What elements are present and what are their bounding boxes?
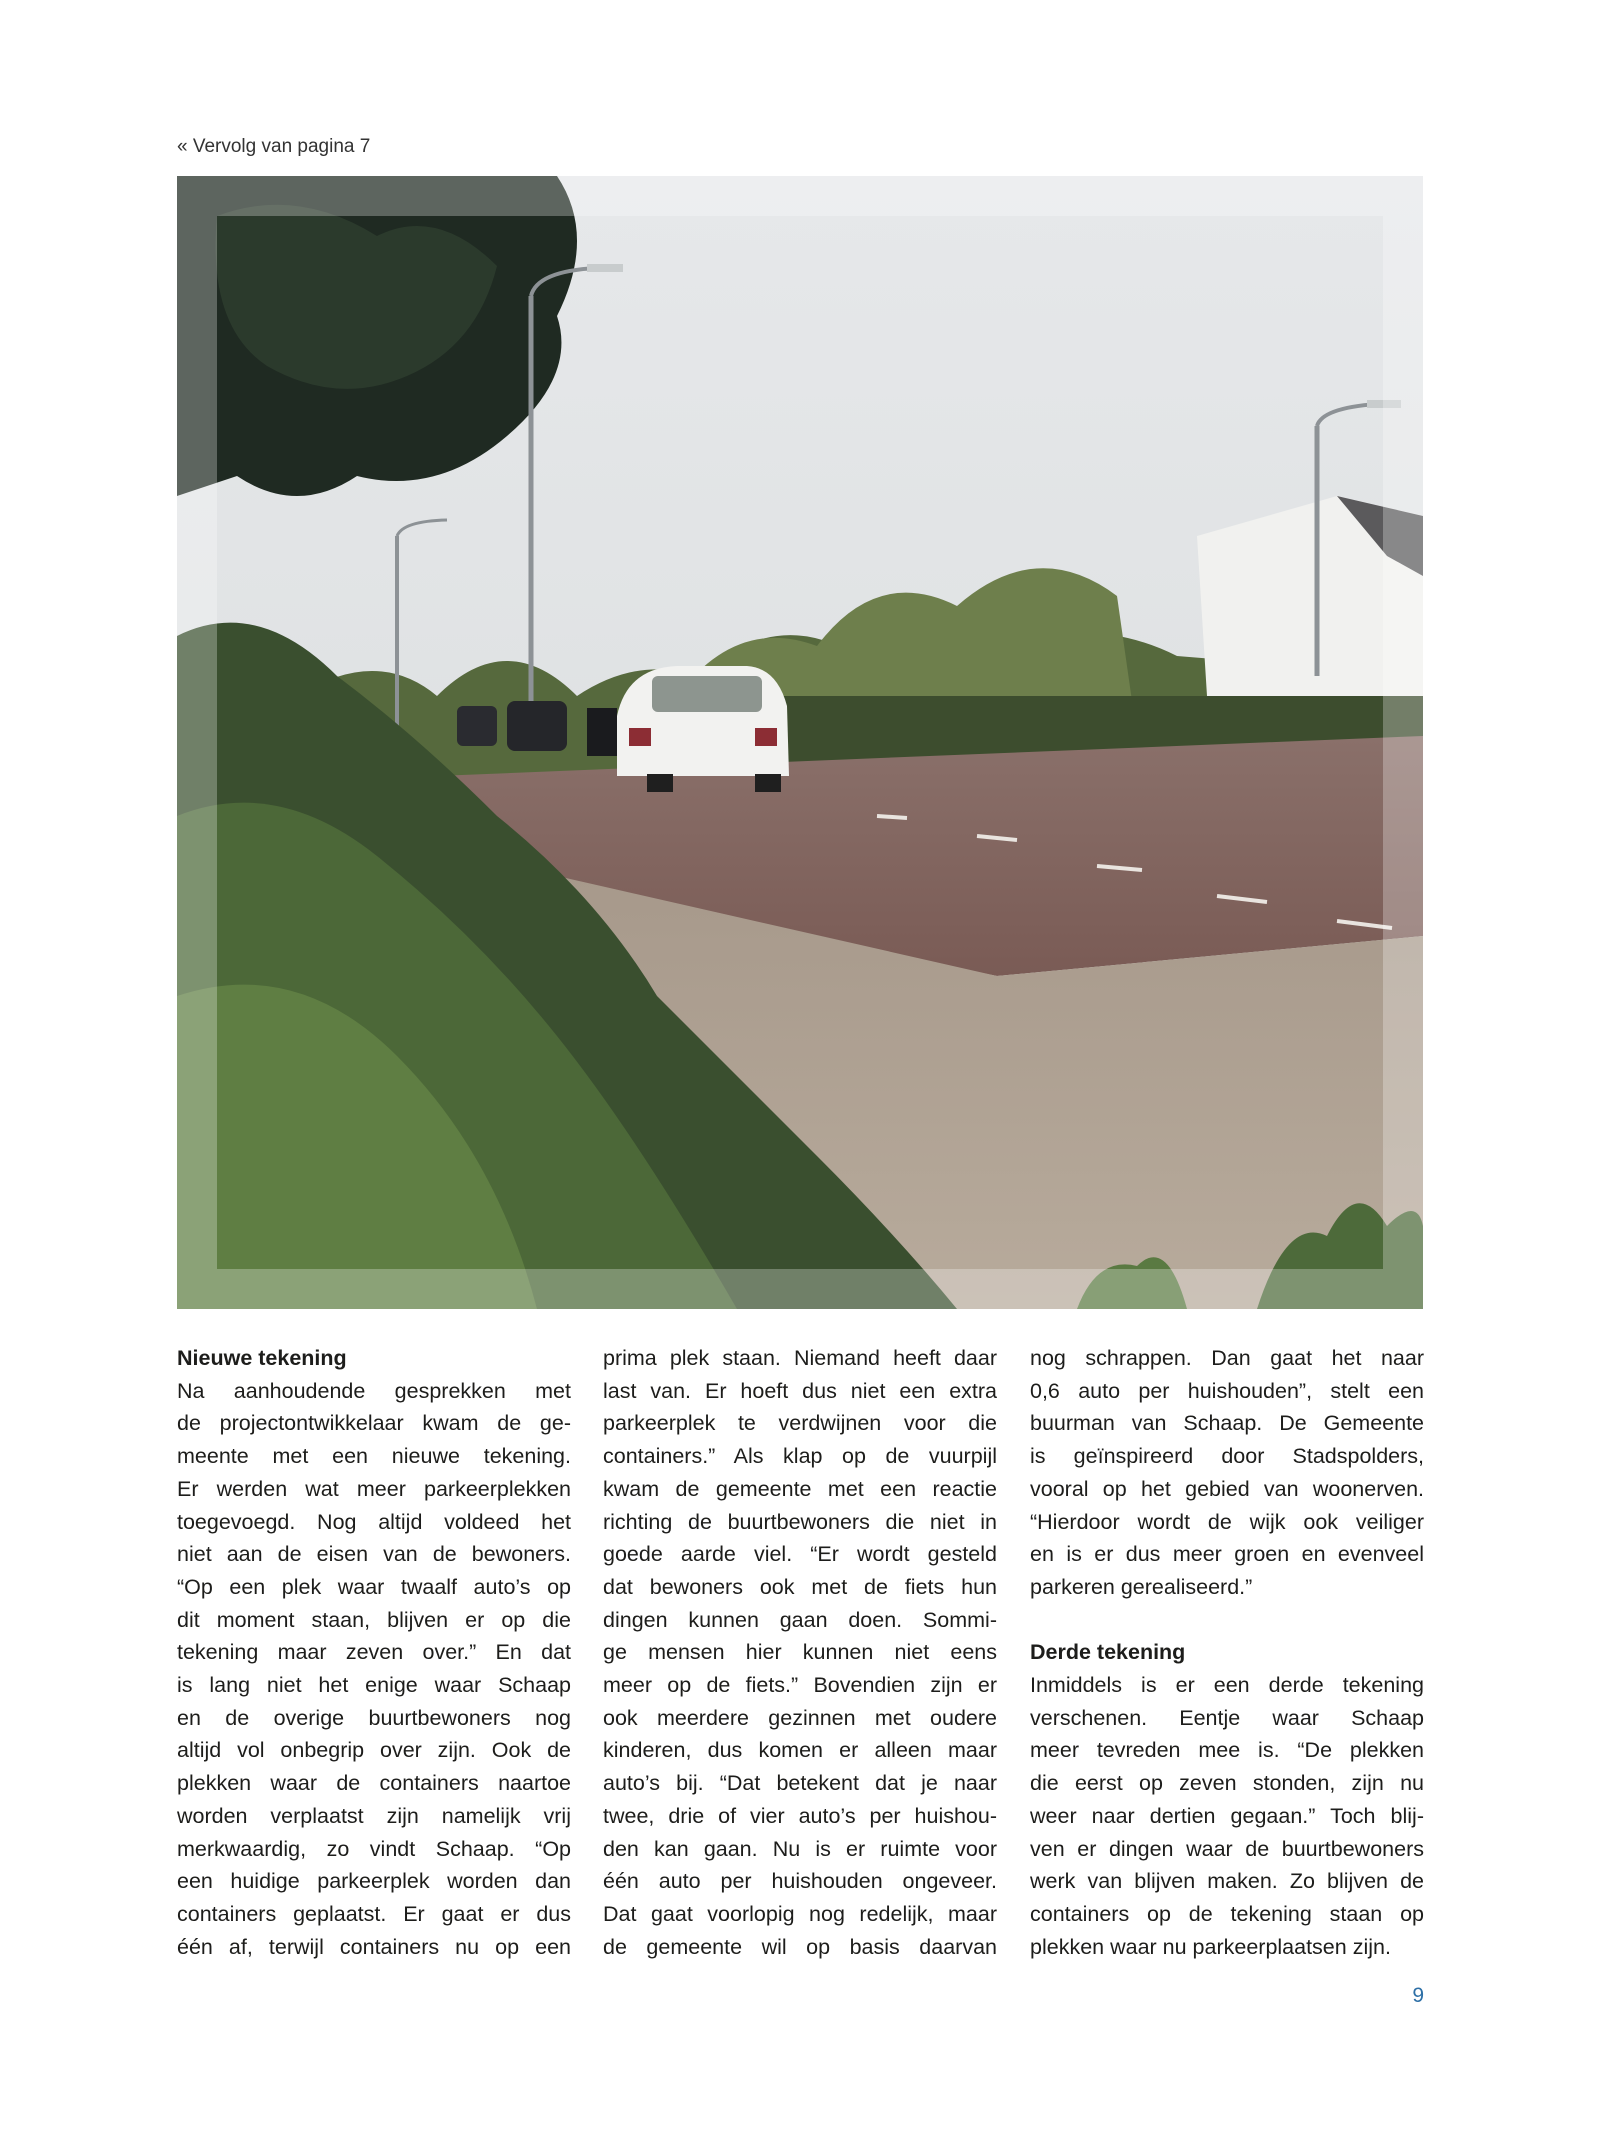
text-line: goede aarde viel. “Er wordt gesteld bbox=[603, 1542, 997, 1567]
text-line: kinderen, dus komen er alleen maar bbox=[603, 1738, 997, 1763]
paragraph bbox=[1030, 1669, 1424, 1963]
text-line: werk van blijven maken. Zo blijven de bbox=[1030, 1869, 1424, 1894]
text-line: vooral op het gebied van woonerven. bbox=[1030, 1476, 1424, 1501]
text-line: is lang niet het enige waar Schaap bbox=[177, 1673, 571, 1698]
paragraph bbox=[1030, 1342, 1424, 1604]
text-line: Na aanhoudende gesprekken met bbox=[177, 1378, 571, 1403]
text-line: dat bewoners ook met de fiets hun bbox=[603, 1574, 997, 1599]
text-line: containers.” Als klap op de vuurpijl bbox=[603, 1444, 997, 1469]
text-line: 0,6 auto per huishouden”, stelt een bbox=[1030, 1378, 1424, 1403]
text-line: merkwaardig, zo vindt Schaap. “Op bbox=[177, 1836, 571, 1861]
text-line: nog schrappen. Dan gaat het naar bbox=[1030, 1346, 1424, 1370]
text-line: en de overige buurtbewoners nog bbox=[177, 1705, 571, 1730]
text-line: worden verplaatst zijn namelijk vrij bbox=[177, 1803, 571, 1828]
text-line: containers op de tekening staan op bbox=[1030, 1901, 1424, 1926]
text-line: weer naar dertien gegaan.” Toch blij- bbox=[1030, 1803, 1424, 1828]
text-line: altijd vol onbegrip over zijn. Ook de bbox=[177, 1738, 571, 1763]
section-heading-nieuwe-tekening: Nieuwe tekening bbox=[177, 1346, 347, 1370]
paragraph-gap bbox=[1030, 1604, 1424, 1637]
page-number: 9 bbox=[1412, 1984, 1424, 2007]
street-photo bbox=[177, 176, 1423, 1309]
text-line: richting de buurtbewoners die niet in bbox=[603, 1509, 997, 1534]
text-line: last van. Er hoeft dus niet een extra bbox=[603, 1378, 997, 1403]
text-line: Dat gaat voorlopig nog redelijk, maar bbox=[603, 1901, 997, 1926]
text-line: niet aan de eisen van de bewoners. bbox=[177, 1542, 571, 1567]
article-column-1 bbox=[177, 1342, 571, 1963]
text-line: parkeerplek te verdwijnen voor die bbox=[603, 1411, 997, 1436]
text-line: containers geplaatst. Er gaat er dus bbox=[177, 1901, 571, 1926]
text-line: ven er dingen waar de buurtbewoners bbox=[1030, 1836, 1424, 1861]
article-column-3 bbox=[1030, 1342, 1424, 1963]
text-line: Inmiddels is er een derde tekening bbox=[1030, 1673, 1424, 1698]
text-line: prima plek staan. Niemand heeft daar bbox=[603, 1346, 997, 1370]
street-photo-illustration bbox=[177, 176, 1423, 1309]
text-line: dingen kunnen gaan doen. Sommi- bbox=[603, 1607, 997, 1632]
text-line: auto’s bij. “Dat betekent dat je naar bbox=[603, 1771, 997, 1796]
paragraph bbox=[603, 1342, 997, 1963]
text-line: is geïnspireerd door Stadspolders, bbox=[1030, 1444, 1424, 1469]
text-line: die eerst op zeven stonden, zijn nu bbox=[1030, 1771, 1424, 1796]
text-line: Er werden wat meer parkeerplekken bbox=[177, 1476, 571, 1501]
paragraph bbox=[177, 1375, 571, 1964]
text-line: den kan gaan. Nu is er ruimte voor bbox=[603, 1836, 997, 1861]
text-line: meente met een nieuwe tekening. bbox=[177, 1444, 571, 1469]
text-line: een huidige parkeerplek worden dan bbox=[177, 1869, 571, 1894]
text-line: meer tevreden mee is. “De plekken bbox=[1030, 1738, 1424, 1763]
text-line: verschenen. Eentje waar Schaap bbox=[1030, 1705, 1424, 1730]
text-line: plekken waar nu parkeerplaatsen zijn. bbox=[1030, 1934, 1391, 1959]
text-line: buurman van Schaap. De Gemeente bbox=[1030, 1411, 1424, 1436]
text-line: de gemeente wil op basis daarvan bbox=[603, 1934, 997, 1959]
text-line: plekken waar de containers naartoe bbox=[177, 1771, 571, 1796]
text-line: één af, terwijl containers nu op een bbox=[177, 1934, 571, 1959]
text-line: meer op de fiets.” Bovendien zijn er bbox=[603, 1673, 997, 1698]
text-line: toegevoegd. Nog altijd voldeed het bbox=[177, 1509, 571, 1534]
article-column-2 bbox=[603, 1342, 997, 1963]
text-line: ook meerdere gezinnen met oudere bbox=[603, 1705, 997, 1730]
text-line: “Op een plek waar twaalf auto’s op bbox=[177, 1574, 571, 1599]
text-line: één auto per huishouden ongeveer. bbox=[603, 1869, 997, 1894]
continued-from-note: « Vervolg van pagina 7 bbox=[177, 136, 371, 157]
text-line: “Hierdoor wordt de wijk ook veiliger bbox=[1030, 1509, 1424, 1534]
text-line: ge mensen hier kunnen niet eens bbox=[603, 1640, 997, 1665]
text-line: kwam de gemeente met een reactie bbox=[603, 1476, 997, 1501]
text-line: en is er dus meer groen en evenveel bbox=[1030, 1542, 1424, 1567]
text-line: dit moment staan, blijven er op die bbox=[177, 1607, 571, 1632]
text-line: tekening maar zeven over.” En dat bbox=[177, 1640, 571, 1665]
text-line: twee, drie of vier auto’s per huishou- bbox=[603, 1803, 997, 1828]
text-line: parkeren gerealiseerd.” bbox=[1030, 1574, 1253, 1599]
section-heading-derde-tekening: Derde tekening bbox=[1030, 1640, 1186, 1665]
text-line: de projectontwikkelaar kwam de ge- bbox=[177, 1411, 571, 1436]
